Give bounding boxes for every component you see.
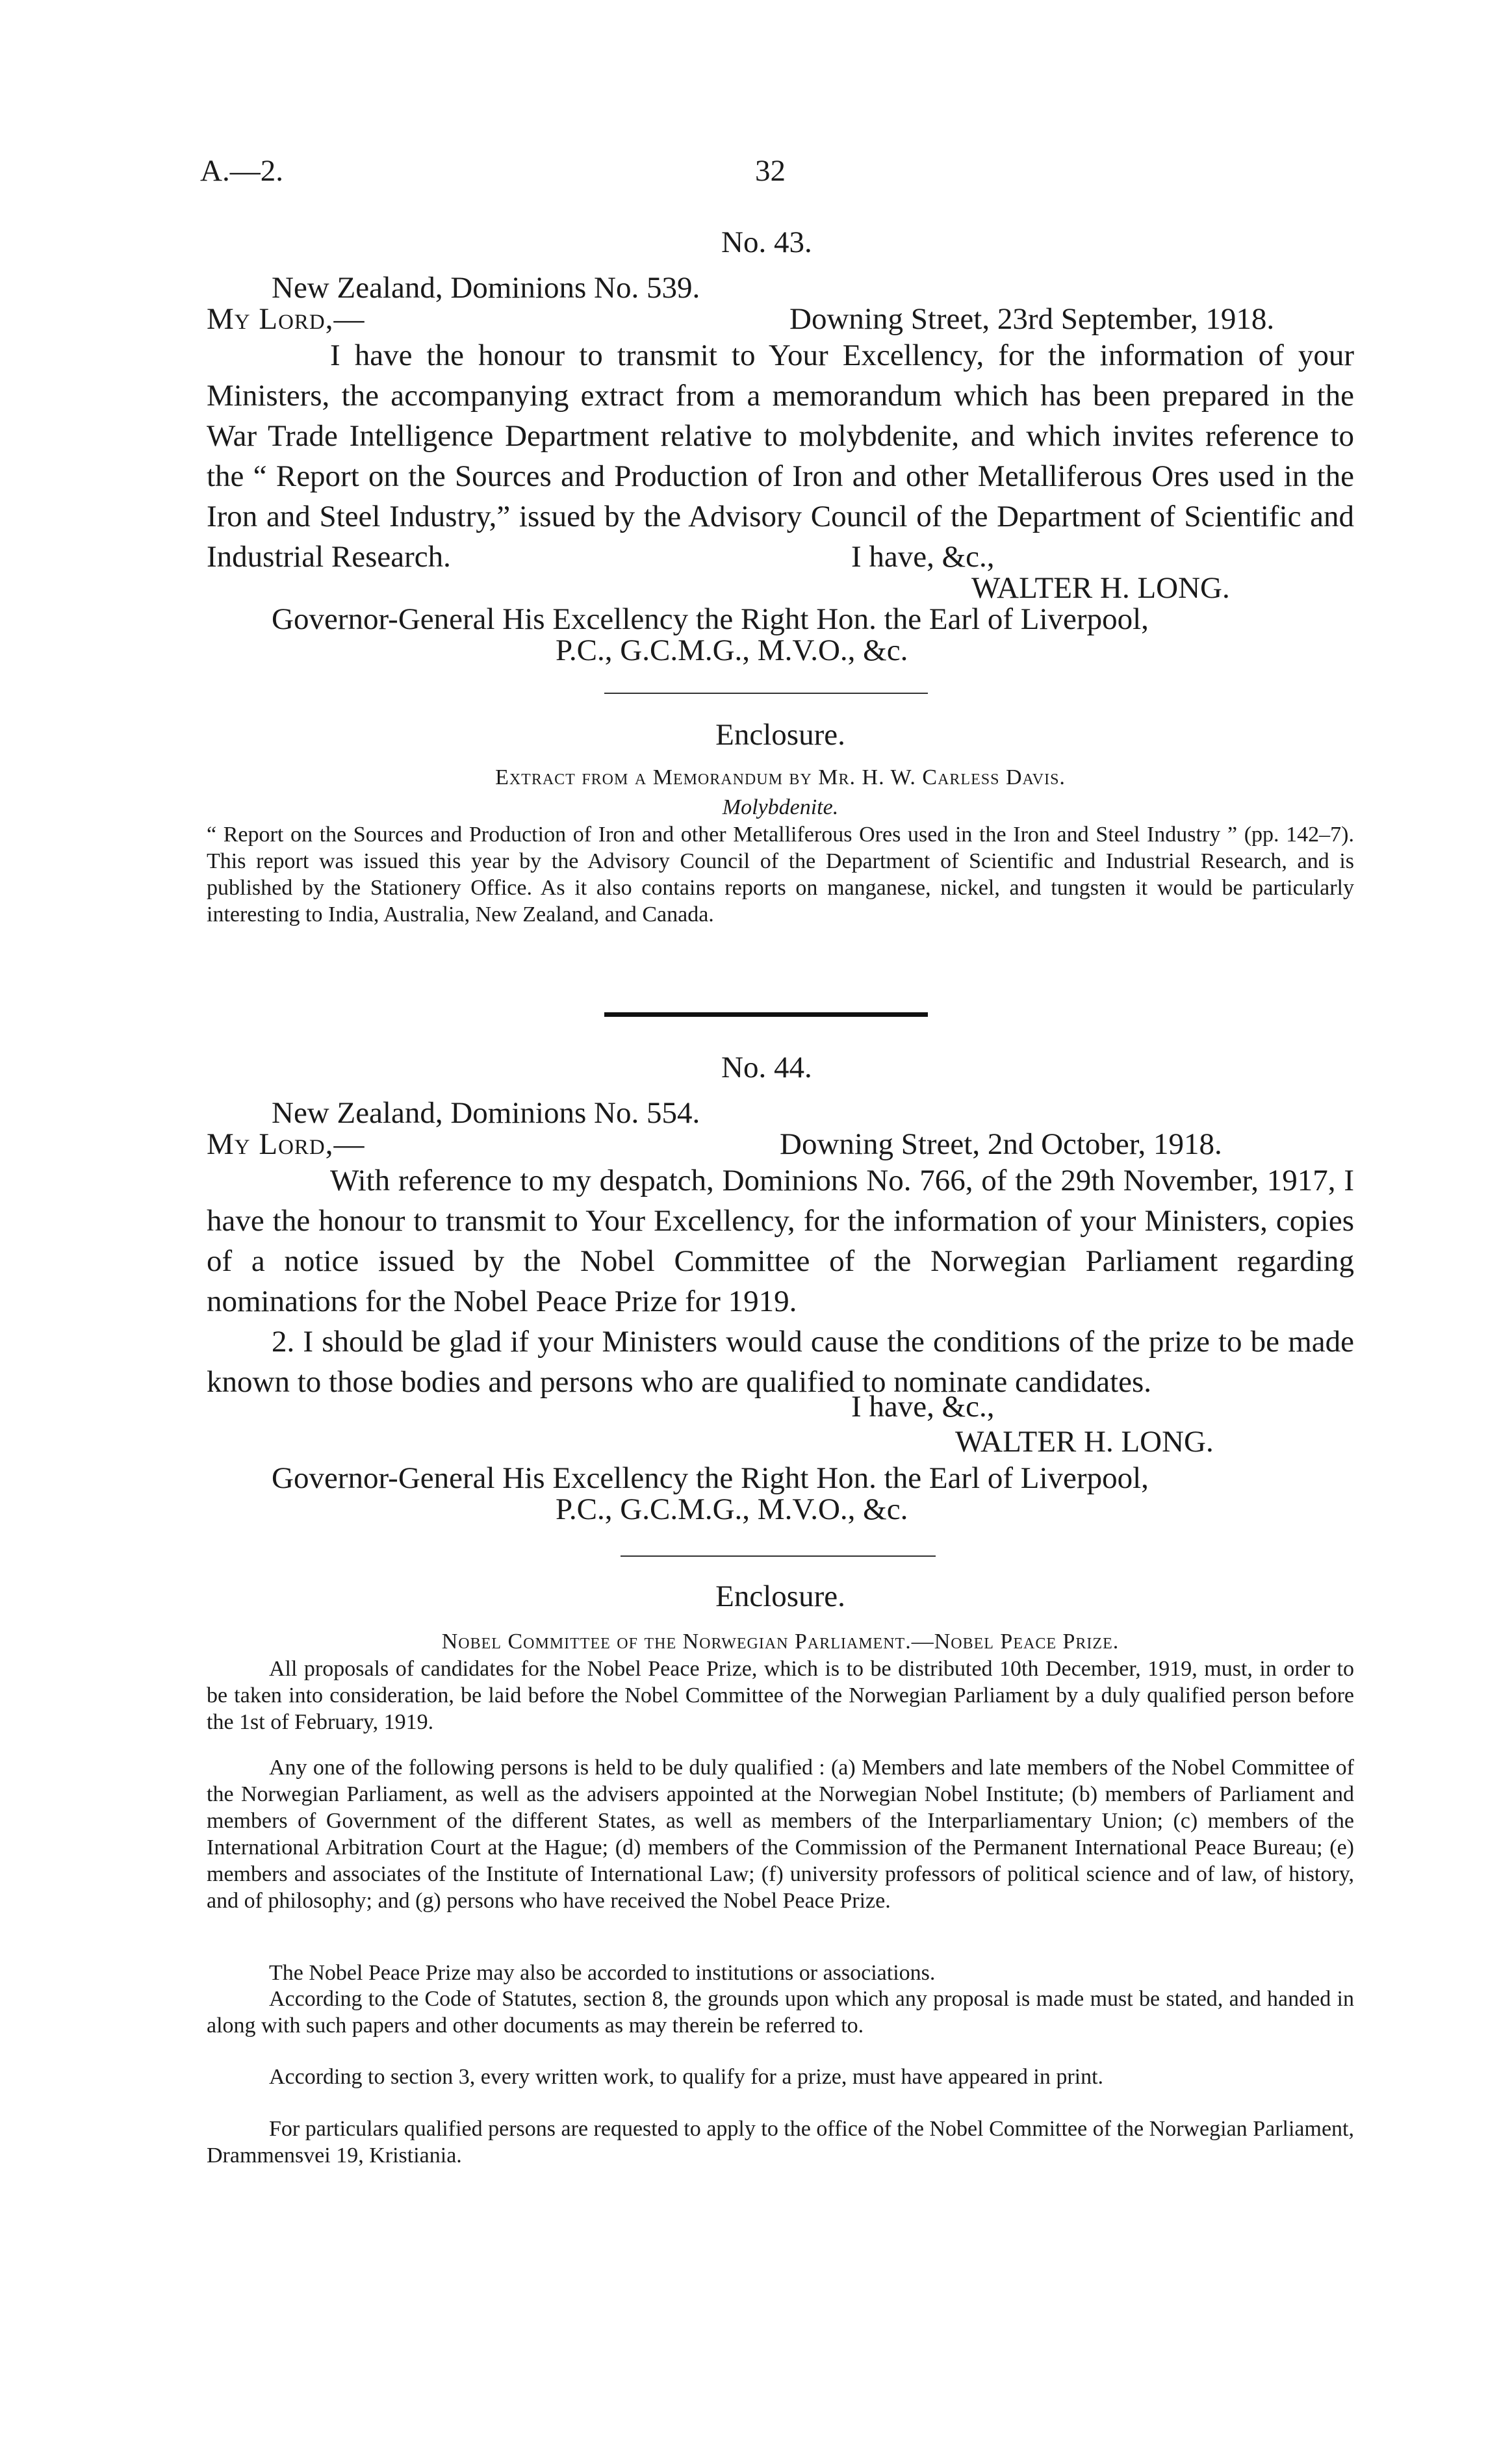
enclosure-paragraph-proposals: All proposals of candidates for the Nobel Peace Prize, which is to be distributed 10th December, 1919, must, in order to be taken into consideration, be laid before the Nobel Committee of the Norwegian Parliament by a duly qualified person before the 1st of February, 1919. (207, 1657, 1354, 1734)
despatch-43-place-date: Downing Street, 23rd September, 1918. (789, 302, 1275, 336)
extract-subtitle: Molybdenite. (722, 795, 839, 819)
despatch-44-salutation: My Lord,— (207, 1127, 365, 1161)
separator-rule-2 (621, 1555, 936, 1557)
despatch-43-origin: New Zealand, Dominions No. 539. (272, 271, 700, 305)
despatch-43-addressee-honours: P.C., G.C.M.G., M.V.O., &c. (556, 633, 908, 667)
despatch-44-body-paragraph-1: With reference to my despatch, Dominions No. 766, of the 29th November, 1917, I have the honour to transmit to Your Excellency, for the information of your Ministers, copies of a notice issued by the Nobel Committee of the Norwegian Parliament regarding nominations for the Nobel Peace Prize for 1919. (207, 1164, 1354, 1318)
enclosure-paragraph-particulars: For particulars qualified persons are requested to apply to the office of the Nobel Committee of the Norwegian Parliament, Drammensvei 19, Kristiania. (207, 2117, 1354, 2168)
extract-body: “ Report on the Sources and Production of Iron and other Metalliferous Ores used in the Iron and Steel Industry ” (pp. 142–7). This report was issued this year by the Advisory Council of the Department of Scientific and Industrial Research, and is published by the Stationery Office. As it also contains reports on manganese, nickel, and tungsten it would be particularly interesting to India, Australia, New Zealand, and Canada. (207, 823, 1354, 927)
despatch-44-body-paragraph-2: 2. I should be glad if your Ministers would cause the conditions of the prize to be made known to those bodies and persons who are qualified to nominate candidates. (207, 1325, 1354, 1399)
despatch-44-enclosure-heading: Enclosure. (715, 1580, 845, 1613)
despatch-43-body: I have the honour to transmit to Your Excellency, for the information of your Ministers, the accompanying extract from a memorandum which has been prepared in the War Trade Intelligence Department relative to molybdenite, and which invites reference to the “ Report on the Sources and Production of Iron and other Metalliferous Ores used in the Iron and Steel Industry,” issued by the Advisory Council of the Department of Scientific and Industrial Research. (207, 339, 1354, 574)
despatch-44-place-date: Downing Street, 2nd October, 1918. (780, 1127, 1222, 1161)
enclosure-title: Nobel Committee of the Norwegian Parliament.—Nobel Peace Prize. (441, 1630, 1120, 1654)
enclosure-paragraph-code-of-statutes: According to the Code of Statutes, section 8, the grounds upon which any proposal is made must be stated, and handed in along with such papers and other documents as may therein be referred to. (207, 1987, 1354, 2038)
page-number: 32 (755, 154, 786, 188)
separator-rule (604, 693, 928, 694)
enclosure-paragraph-qualified-persons: Any one of the following persons is held to be duly qualified : (a) Members and late members of the Nobel Committee of the Norwegian Parliament, as well as the advisers appointed at the Norwegian Nobel Institute; (b) members of Parliament and members of Government of the different States, as well as members of the Interparliamentary Union; (c) members of the International Arbitration Court at the Hague; (d) members of the Commission of the Permanent International Peace Bureau; (e) members and associates of the Institute of International Law; (f) university professors of political science and of law, of history, and of philosophy; and (g) persons who have received the Nobel Peace Prize. (207, 1756, 1354, 1913)
despatch-43-addressee: Governor-General His Excellency the Right Hon. the Earl of Liverpool, (272, 602, 1149, 636)
despatch-43-enclosure-heading: Enclosure. (715, 718, 845, 752)
despatch-43-signature: WALTER H. LONG. (971, 571, 1230, 605)
despatch-44-addressee: Governor-General His Excellency the Right Hon. the Earl of Liverpool, (272, 1461, 1149, 1495)
enclosure-paragraph-institutions: The Nobel Peace Prize may also be accorded to institutions or associations. (269, 1961, 936, 1985)
despatch-44-closing: I have, &c., (851, 1390, 995, 1424)
despatch-44-addressee-honours: P.C., G.C.M.G., M.V.O., &c. (556, 1492, 908, 1526)
despatch-44-origin: New Zealand, Dominions No. 554. (272, 1096, 700, 1130)
despatch-44-signature: WALTER H. LONG. (955, 1425, 1214, 1459)
despatch-43-closing: I have, &c., (851, 540, 995, 574)
despatch-44-number: No. 44. (721, 1051, 812, 1084)
page-reference: A.—2. (200, 154, 283, 188)
section-divider (604, 1012, 928, 1017)
enclosure-paragraph-section-3: According to section 3, every written work, to qualify for a prize, must have appeared in print. (269, 2065, 1104, 2089)
extract-title: Extract from a Memorandum by Mr. H. W. Carless Davis. (495, 765, 1066, 789)
despatch-43-salutation: My Lord,— (207, 302, 365, 336)
despatch-43-number: No. 43. (721, 225, 812, 259)
